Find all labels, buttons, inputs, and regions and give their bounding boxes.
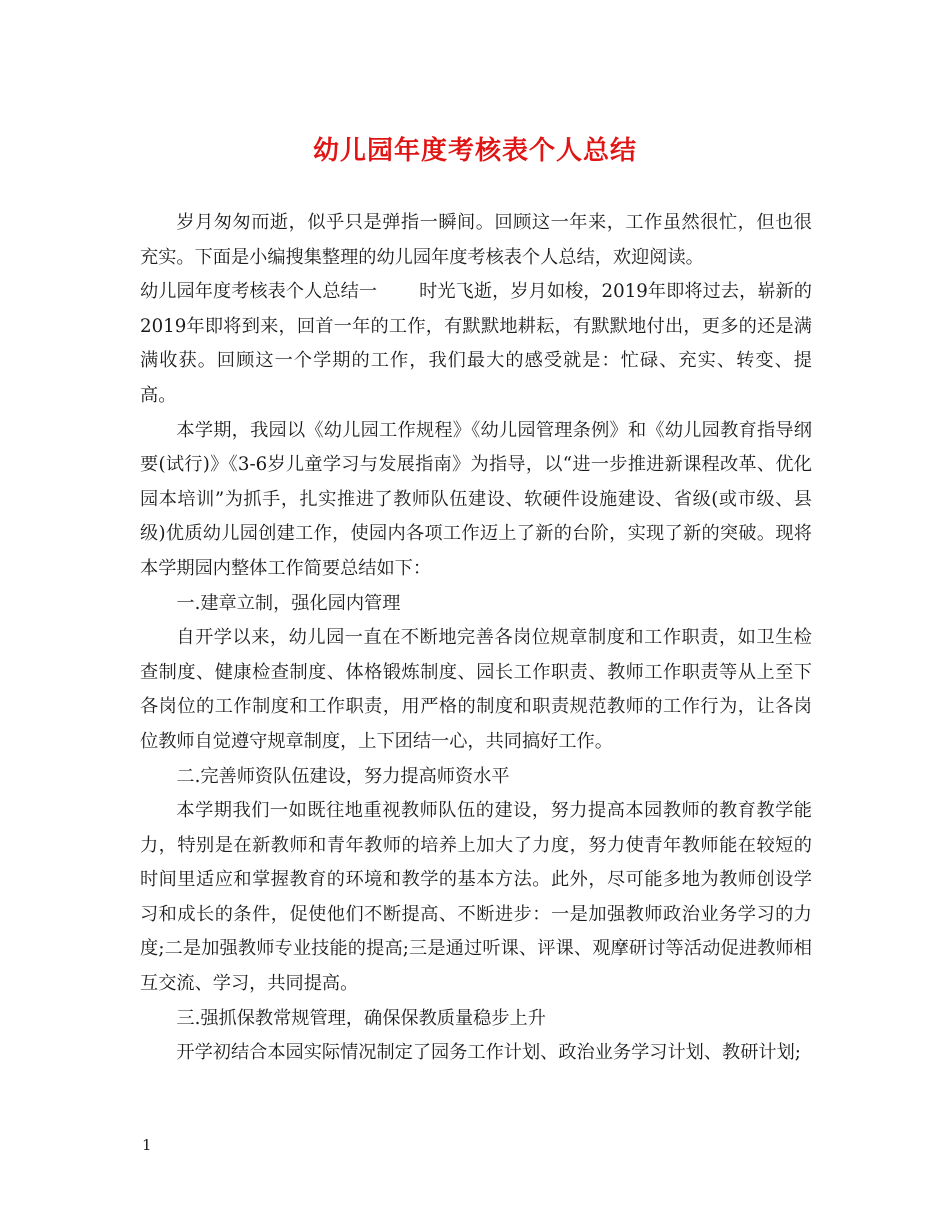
- document-body: [140, 206, 812, 1071]
- section-label: 幼儿园年度考核表个人总结一: [140, 281, 378, 303]
- intro-paragraph: 岁月匆匆而逝，似乎只是弹指一瞬间。回顾这一年来，工作虽然很忙，但也很充实。下面是小编搜集整理的幼儿园年度考核表个人总结，欢迎阅读。: [140, 212, 812, 268]
- guidance-paragraph: 本学期，我园以《幼儿园工作规程》《幼儿园管理条例》和《幼儿园教育指导纲要(试行)》《3-6岁儿童学习与发展指南》为指导，以“进一步推进新课程改革、优化园本培训”为抓手，扎实推进了教师队伍建设、软硬件设施建设、省级(或市级、县级)优质幼儿园创建工作，使园内各项工作迈上了新的台阶，实现了新的突破。现将本学期园内整体工作简要总结如下：: [140, 419, 812, 579]
- rules-paragraph: 自开学以来，幼儿园一直在不断地完善各岗位规章制度和工作职责，如卫生检查制度、健康检查制度、体格锻炼制度、园长工作职责、教师工作职责等从上至下各岗位的工作制度和工作职责，用严格的制度和职责规范教师的工作行为，让各岗位教师自觉遵守规章制度，上下团结一心，共同搞好工作。: [140, 627, 812, 752]
- plans-paragraph: 开学初结合本园实际情况制定了园务工作计划、政治业务学习计划、教研计划;: [176, 1042, 801, 1064]
- heading-two: 二.完善师资队伍建设，努力提高师资水平: [176, 765, 510, 787]
- page-number: 1: [142, 1136, 152, 1154]
- section-one-paragraph: [140, 275, 812, 413]
- heading-three: 三.强抓保教常规管理，确保保教质量稳步上升: [176, 1007, 546, 1029]
- document-title: 幼儿园年度考核表个人总结: [312, 136, 637, 166]
- section-text: 时光飞逝，岁月如梭，2019年即将过去，崭新的2019年即将到来，回首一年的工作，有默默地耕耘，有默默地付出，更多的还是满满收获。回顾这一个学期的工作，我们最大的感受就是：忙碌、充实、转变、提高。: [140, 281, 812, 406]
- teachers-paragraph: 本学期我们一如既往地重视教师队伍的建设，努力提高本园教师的教育教学能力，特别是在新教师和青年教师的培养上加大了力度，努力使青年教师能在较短的时间里适应和掌握教育的环境和教学的基本方法。此外，尽可能多地为教师创设学习和成长的条件，促使他们不断提高、不断进步：一是加强教师政治业务学习的力度;二是加强教师专业技能的提高;三是通过听课、评课、观摩研讨等活动促进教师相互交流、学习，共同提高。: [140, 800, 812, 995]
- heading-one: 一.建章立制，强化园内管理: [176, 592, 401, 614]
